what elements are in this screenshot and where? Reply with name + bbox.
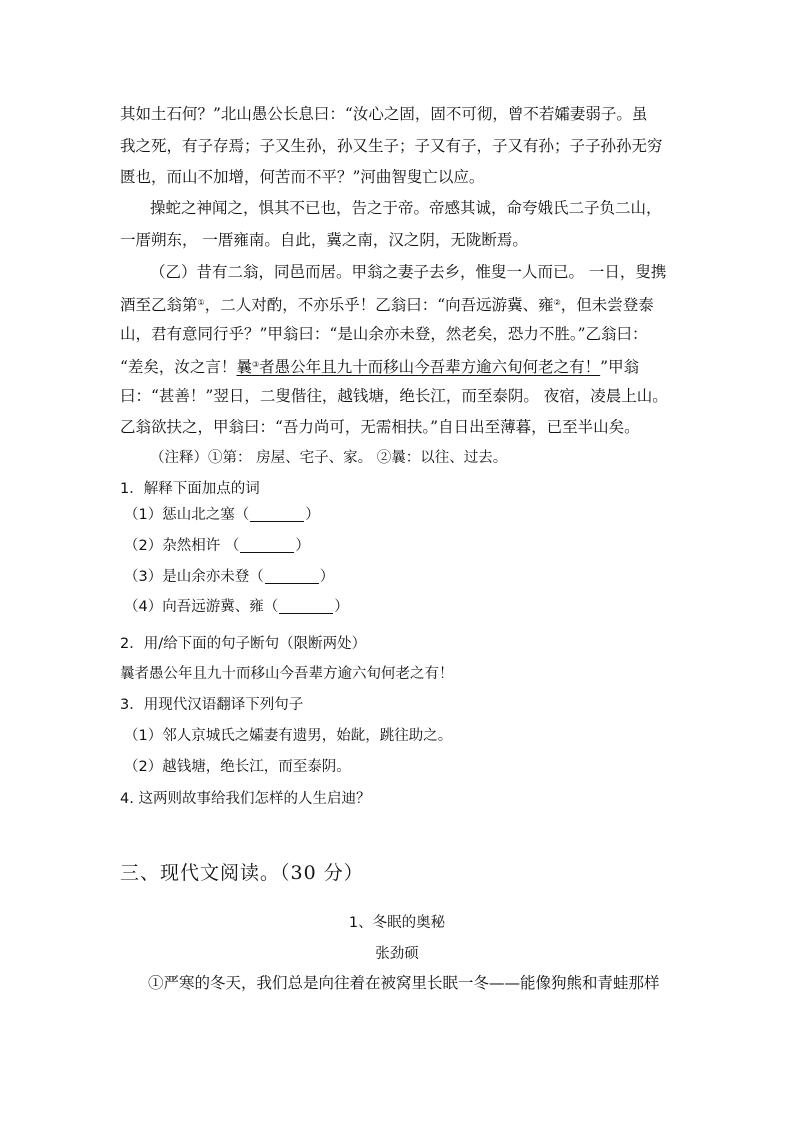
- question-text: ）: [305, 507, 320, 523]
- passage-b-line-6: 乙翁欲扶之，甲翁曰：“吾力尚可，无需相扶。”自日出至薄暮，已至半山矣。: [120, 418, 640, 436]
- question-4-title: 4. 这两则故事给我们怎样的人生启迪？: [120, 791, 371, 807]
- underlined-sentence: [236, 358, 600, 376]
- question-2-text: 曩者愚公年且九十而移山今吾辈方逾六旬何老之有！: [120, 666, 454, 682]
- answer-blank[interactable]: [265, 569, 319, 584]
- question-text: （4）向吾远游冀、雍（: [124, 599, 279, 615]
- passage-line-1: 其如土石何？”北山愚公长息曰：“汝心之固，固不可彻，曾不若孀妻弱子。虽: [120, 105, 648, 123]
- question-3-item: （2）越钱塘，绝长江，而至泰阴。: [124, 759, 351, 775]
- question-1-item: [124, 505, 320, 525]
- answer-blank[interactable]: [240, 538, 294, 553]
- article-title: 1、冬眠的奥秘: [348, 915, 446, 931]
- footnote-marker: ①: [197, 298, 205, 307]
- section-heading: 三、现代文阅读。（30 分）: [120, 862, 364, 884]
- passage-b-line-1: （乙）昔有二翁，同邑而居。甲翁之妻子去乡，惟叟一人而已。 一日，叟携: [150, 263, 667, 281]
- question-2-title: 2．用/给下面的句子断句（限断两处）: [120, 636, 367, 652]
- question-text: ）: [334, 599, 349, 615]
- question-1-title: 1．解释下面加点的词: [120, 481, 260, 497]
- passage-b-text: ，但未尝登泰: [560, 296, 654, 314]
- passage-b-text: 酒至乙翁第: [120, 296, 198, 314]
- question-3-item: （1）邻人京城氏之孀妻有遗男，始龀，跳往助之。: [124, 728, 453, 744]
- answer-blank[interactable]: [250, 507, 304, 522]
- underlined-text: 者愚公年且九十而移山今吾辈方逾六旬何老之有！: [259, 358, 601, 376]
- article-author: 张劲硕: [375, 946, 419, 962]
- passage-b-line-3: 山，君有意同行乎？”甲翁曰：“是山余亦未登，然老矣，恐力不胜。”乙翁曰：: [120, 325, 648, 343]
- question-1-item: [124, 536, 310, 556]
- passage-line-2: 我之死，有子存焉；子又生孙，孙又生子；子又有子，子又有孙；子子孙孙无穷: [120, 137, 663, 155]
- question-text: （3）是山余亦未登（: [124, 569, 264, 585]
- annotation-notes: （注释）①第： 房屋、宅子、家。 ②曩：以往、过去。: [150, 450, 508, 466]
- passage-b-text: ，二人对酌，不亦乐乎！乙翁曰：“向吾远游冀、雍: [204, 296, 554, 314]
- question-1-item: [124, 597, 349, 617]
- article-paragraph-1: ①严寒的冬天，我们总是向往着在被窝里长眠一冬——能像狗熊和青蛙那样: [148, 974, 660, 992]
- question-text: （1）惩山北之塞（: [124, 507, 250, 523]
- passage-b-line-5: 曰：“甚善！”翌日，二叟偕往，越钱塘，绝长江，而至泰阴。 夜宿，凌晨上山。: [120, 387, 668, 405]
- passage-line-3: 匮也，而山不加增，何苦而不平？”河曲智叟亡以应。: [120, 168, 485, 186]
- footnote-marker: ③: [251, 360, 260, 369]
- question-3-title: 3．用现代汉语翻译下列句子: [120, 697, 304, 713]
- question-text: （2）杂然相许 （: [124, 538, 240, 554]
- underlined-text: 曩: [236, 358, 252, 376]
- passage-line-4: 操蛇之神闻之，惧其不已也，告之于帝。帝感其诚，命夸娥氏二子负二山，: [150, 199, 662, 217]
- passage-line-5: 一厝朔东， 一厝雍南。自此，冀之南，汉之阴，无陇断焉。: [120, 231, 528, 249]
- question-text: ）: [319, 569, 335, 585]
- passage-b-line-4: [120, 355, 639, 377]
- question-text: ）: [295, 538, 310, 554]
- answer-blank[interactable]: [279, 599, 333, 614]
- footnote-marker: ②: [553, 298, 561, 307]
- question-1-item: [124, 567, 334, 587]
- passage-b-line-2: [120, 293, 654, 315]
- passage-b-text: “差矣，汝之言！: [120, 358, 237, 376]
- passage-b-text: ”甲翁: [600, 358, 640, 376]
